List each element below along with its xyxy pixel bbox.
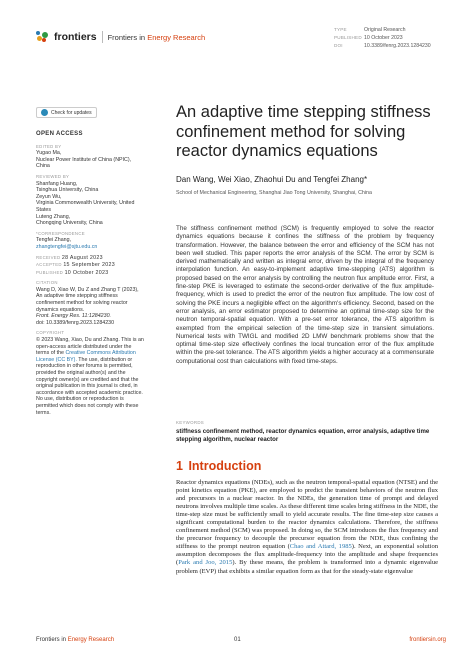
copyright-label: COPYRIGHT bbox=[36, 330, 65, 336]
article-title: An adaptive time stepping stiffness confinement method for solving reactor dynamics equations bbox=[176, 103, 431, 160]
citation-doi: doi: 10.3389/fenrg.2023.1284230 bbox=[36, 319, 115, 326]
citation-text: Wang D, Xiao W, Du Z and Zhang T (2023), An adaptive time stepping stiffness confinement method for solving reactor dynamics equations. bbox=[36, 286, 139, 313]
published-row: PUBLISHED 10 October 2023 bbox=[36, 269, 109, 276]
article-meta bbox=[334, 26, 446, 50]
reviewer-affiliation: Tsinghua University, China bbox=[36, 187, 99, 194]
update-check-icon bbox=[41, 109, 48, 116]
reviewer-affiliation: Virginia Commonwealth University, United States bbox=[36, 200, 135, 213]
frontiers-logo[interactable] bbox=[36, 30, 205, 44]
citation-label: CITATION bbox=[36, 280, 58, 286]
section-heading: 1 Introduction bbox=[176, 459, 262, 473]
abstract-text: The stiffness confinement method (SCM) is frequently employed to solve the reactor dynamics equations because it confines the stiffness of the problem by frequency transformation. However, the balance between the error and efficiency of the SCM has not been well studied. This paper reports the error analysis of the SCM. The error by SCM is derived mathematically and written as integral error, driven by the integral of the frequency interpolation function. An easy-to-implement adaptive time-stepping (ATS) algorithm is proposed based on the error analysis by controlling the neutron flux amplitude error. First, a fine-step PKE is leveraged to estimate the second-order derivative of the flux amplitude-frequency, which is used to predict the error of the neutron flux amplitude. The low cost of solving the PKE incurs a negligible effect on the algorithm's efficiency. Second, based on the error analysis, an error estimator proposed to determine an optimal time-step size for the neutron temporal-spatial equation. With a pre-set error tolerance, the ATS algorithm is exempted from the empirical selection of the time-step size in transient simulations. Numerical tests with TWIGL and modified 2D LMW benchmark problems show that the optimal time-step size effectively confines the local truncation error of the flux amplitude within the pre-set tolerance. The ATS algorithm yields a higher accuracy at a commensurate computational cost than calculations with fixed time-steps. bbox=[176, 225, 434, 365]
author-affiliation: School of Mechanical Engineering, Shanghai Jiao Tong University, Shanghai, China bbox=[176, 190, 372, 196]
received-row: RECEIVED 28 August 2023 bbox=[36, 254, 103, 261]
keywords-text: stiffness confinement method, reactor dynamics equation, error analysis, adaptive time stepping algorithm, nuclear reactor bbox=[176, 428, 430, 443]
open-access-label: OPEN ACCESS bbox=[36, 131, 83, 137]
edited-by-label: EDITED BY bbox=[36, 143, 62, 149]
citation-journal: Front. Energy Res. 11:1284230. bbox=[36, 313, 111, 320]
citation-link[interactable]: Park and Joo, 2015 bbox=[178, 559, 233, 567]
cc-by-license-link[interactable]: Creative Commons Attribution License (CC BY). bbox=[36, 350, 136, 363]
correspondent-email-link[interactable]: zhangtengfei@sjtu.edu.cn bbox=[36, 243, 98, 250]
introduction-text: Reactor dynamics equations (NDEs), such as the neutron temporal-spatial equation (NTSE) and the point kinetics equation (PKE), are employed to predict the transient behaviors of the neutron flux and precursors in a nuclear reactor. In the NDEs, the generation time of prompt and delayed neutrons involves multiple time scales. As these different time scales bring stiffness in the NDE, the time-step size must be sufficiently small to yield accurate results. The fine time-step size causes a significant computational burden to the reactor dynamics calculations. Therefore, the stiffness confinement method (SCM) was proposed. In doing so, the SCM introduces the flux frequency and the precursor frequency to decouple the precursor equation from the NDE, thus confining the stiffness to the prompt neutron equation (Chao and Attard, 1985). Next, an exponential solution assumption decomposes the flux amplitude-frequency into the amplitude and shape frequencies (Park and Joo, 2015). By these means, the problem is transformed into a dynamic eigenvalue problem (EVP) that exhibits a similar equation form as that for the steady-state eigenvalue bbox=[176, 479, 438, 575]
citation-link[interactable]: Chao and Attard, 1985 bbox=[289, 543, 352, 551]
meta-doi: DOI 10.3389/fenrg.2023.1284230 bbox=[334, 43, 431, 49]
reviewer-affiliation: Chongqing University, China bbox=[36, 220, 103, 227]
reviewer-name: Shanfang Huang, bbox=[36, 180, 78, 187]
footer-site-link[interactable]: frontiersin.org bbox=[409, 637, 446, 643]
correspondence-label: *CORRESPONDENCE bbox=[36, 230, 85, 236]
accepted-row: ACCEPTED 15 September 2023 bbox=[36, 262, 115, 269]
check-for-updates-button[interactable]: Check for updates bbox=[36, 107, 97, 118]
frontiers-wordmark: frontiers bbox=[54, 31, 97, 43]
header-divider bbox=[102, 31, 103, 43]
footer-journal: Frontiers in Energy Research bbox=[36, 637, 115, 643]
journal-name: Frontiers in Energy Research bbox=[107, 32, 206, 42]
keywords-label: KEYWORDS bbox=[176, 420, 205, 425]
article-sidebar bbox=[36, 131, 144, 416]
editor-name: Yugao Ma, bbox=[36, 150, 62, 157]
meta-published: PUBLISHED 10 October 2023 bbox=[334, 35, 403, 41]
page-number: 01 bbox=[234, 637, 241, 643]
reviewer-name: Zeyun Wu, bbox=[36, 193, 62, 200]
correspondent-name: Tengfei Zhang, bbox=[36, 237, 72, 244]
reviewer-name: Luteng Zhang, bbox=[36, 213, 71, 220]
frontiers-dots-icon bbox=[36, 30, 50, 44]
editor-affiliation: Nuclear Power Institute of China (NPIC), China bbox=[36, 156, 132, 170]
copyright-text: © 2023 Wang, Xiao, Du and Zhang. This is an open-access article distributed under the terms of the Creative Commons Attribution License (CC BY). The use, distribution or reproduction in other forums is permitted, provided the original author(s) and the copyright owner(s) are credited and that the original publication in this journal is cited, in accordance with accepted academic practice. No use, distribution or reproduction is permitted which does not comply with these terms. bbox=[36, 337, 144, 416]
page-header bbox=[36, 26, 446, 48]
reviewed-by-label: REVIEWED BY bbox=[36, 173, 70, 179]
meta-type: TYPE Original Research bbox=[334, 27, 406, 33]
article-authors: Dan Wang, Wei Xiao, Zhaohui Du and Tengfei Zhang* bbox=[176, 175, 368, 184]
